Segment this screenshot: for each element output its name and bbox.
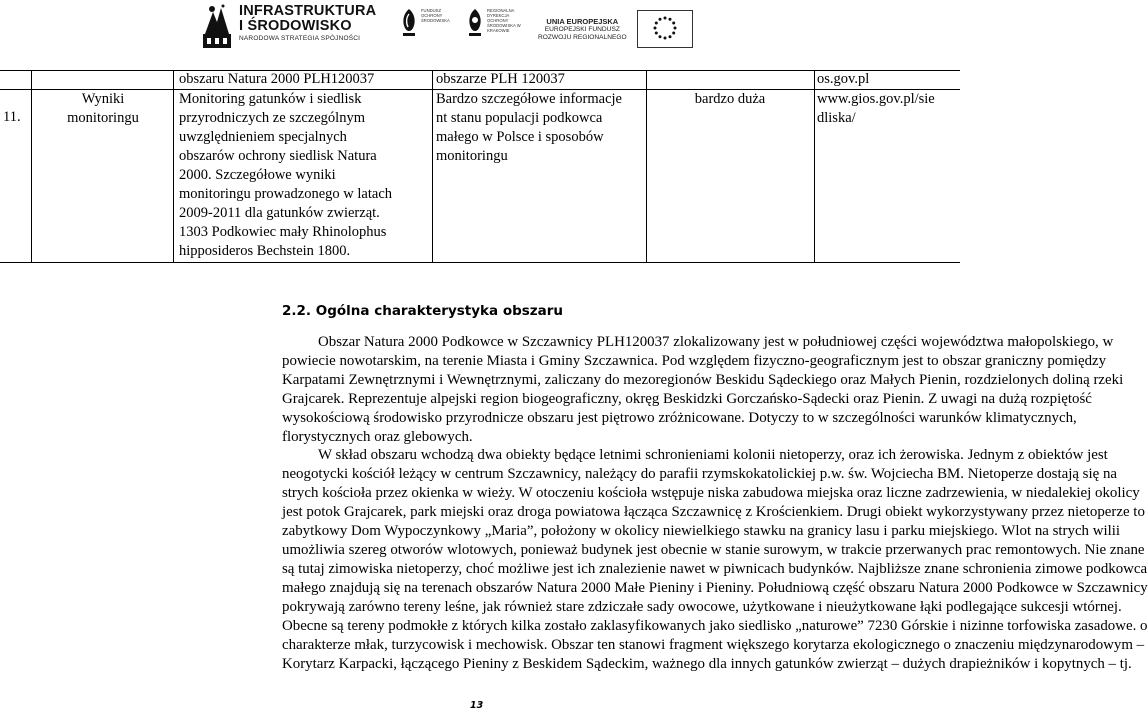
usefulness-line: nt stanu populacji podkowca: [436, 110, 603, 126]
source-cell: [817, 90, 960, 128]
rdos-logo: [466, 8, 527, 38]
table-top-cell: obszarze PLH 120037: [436, 71, 565, 87]
paragraph-line: strych kościoła przez okienka w wieży. W otoczeniu kościoła wstępuje niska zabudowa miejska oraz liczne zadrzewienia, w niedalekiej okolicy: [282, 485, 1140, 501]
description-line: Monitoring gatunków i siedlisk: [179, 91, 362, 107]
table-col-divider: [173, 70, 174, 263]
eu-logo: [538, 10, 693, 48]
paragraph-line: powiecie nowotarskim, na terenie Miasta i Gminy Szczawnica. Pod względem fizyczno-geograficznym jest to obszar graniczny pomiędzy: [282, 353, 1107, 369]
table-bottom-border: [0, 262, 960, 263]
rating-cell: bardzo duża: [694, 91, 766, 107]
description-line: monitoringu prowadzonego w latach: [179, 186, 393, 202]
infrastruktura-emblem-icon: [203, 4, 231, 48]
usefulness-cell: [436, 90, 646, 166]
infrastruktura-line3: NARODOWA STRATEGIA SPÓJNOŚCI: [239, 35, 361, 42]
wfos-emblem-icon: [400, 8, 418, 38]
usefulness-line: Bardzo szczegółowe informacje: [436, 91, 622, 107]
paragraph-line: są tutaj zimowiska nietoperzy, choć możliwe jest ich znalezienie nawet w piwnicach budynków. Najbliższe znane schronienia zimowe podkowca: [282, 561, 1148, 577]
eu-line2: EUROPEJSKI FUNDUSZ: [544, 25, 620, 33]
wfos-logo: [400, 8, 461, 38]
table-top-cell: obszaru Natura 2000 PLH120037: [179, 71, 375, 87]
table-top-cell: os.gov.pl: [817, 71, 870, 87]
eu-flag-icon: [637, 10, 693, 48]
wfos-text: FUNDUSZ OCHRONY ŚRODOWISKA: [421, 8, 450, 23]
description-line: obszarów ochrony siedlisk Natura: [179, 148, 377, 164]
paragraph-line: małego znajdują się na terenach obszarów Natura 2000 Małe Pieniny i Pieniny. Południową część obszaru Natura 2000 Podkowce w Szczawnicy: [282, 580, 1148, 596]
paragraph-line: Korytarz Karpacki, łączącego Pieniny z Beskidem Sądeckim, ważnego dla innych gatunków zwierząt – dużych drapieżników i kopytnych – tj.: [282, 656, 1132, 672]
paragraph-line: Obecne są tereny podmokłe z których kilka zostało zaklasyfikowanych jako siedlisko „naturowe” 7230 Górskie i nizinne torfowiska zasadowe. o: [282, 618, 1148, 634]
logo-bar: [0, 0, 960, 58]
paragraph-line: W skład obszaru wchodzą dwa obiekty będące letnimi schronieniami kolonii nietoperzy, oraz ich żerowiska. Jednym z obiektów jest: [318, 447, 1108, 463]
paragraph-line: zabytkowy Dom Wypoczynkowy „Maria”, położony w okolicy niewielkiego stawku na granicy lasu i parku miejskiego. Wlot na strych wilii: [282, 523, 1121, 539]
eu-line1: UNIA EUROPEJSKA: [546, 16, 619, 26]
table-col-divider: [814, 70, 815, 263]
source-line: dliska/: [817, 110, 856, 126]
page-number: 13: [470, 700, 484, 711]
infrastruktura-logo: [203, 4, 376, 52]
usefulness-line: monitoringu: [436, 148, 508, 164]
description-line: 2000. Szczegółowe wyniki: [179, 167, 336, 183]
category-line: monitoringu: [67, 110, 139, 126]
paragraph-line: Grajcarek. Reprezentuje alpejski region biogeograficzny, okręg Beskidzki Gorczańsko-Sądecki oraz Pienin. Z uwagi na dużą rozpiętość: [282, 391, 1092, 407]
paragraph-line: charakterze młak, turzycowisk i mechowisk. Obszar ten stanowi fragment większego korytarza ekologicznego o znaczeniu międzynarodowym –: [282, 637, 1145, 653]
rdos-text: REGIONALNA DYREKCJA OCHRONY ŚRODOWISKA W KRAKOWIE: [487, 8, 521, 33]
description-line: hipposideros Bechstein 1800.: [179, 243, 351, 259]
description-line: 2009-2011 dla gatunków zwierząt.: [179, 205, 380, 221]
description-line: uwzględnieniem specjalnych: [179, 129, 347, 145]
category-cell: [34, 90, 172, 128]
paragraph-line: florystycznych oraz glebowych.: [282, 429, 473, 445]
paragraph-line: pokrywają zarówno tereny leśne, jak również stare zdziczałe sady owocowe, użytkowane i nieużytkowane łąki podlegające sukcesji wtórnej.: [282, 599, 1122, 615]
table-col-divider: [31, 70, 32, 263]
infrastruktura-line2: I ŚRODOWISKO: [239, 18, 352, 34]
paragraph-line: wysokościową środowisko przyrodnicze obszaru jest piętrowo zróżnicowane. Dotyczy to w szczególności warunków klimatycznych,: [282, 410, 1077, 426]
paragraph-line: umożliwia szereg otworów wlotowych, ponieważ budynek jest obecnie w stanie surowym, w trakcie przerwanych prac remontowych. Nie znane: [282, 542, 1145, 558]
description-line: 1303 Podkowiec mały Rhinolophus: [179, 224, 387, 240]
table-col-divider: [432, 70, 433, 263]
paragraph-line: jest potok Grajcarek, park miejski oraz droga powiatowa łącząca Szczawnicę z Krościenkiem. Drugi obiekt wykorzystywany przez nietoperze to: [282, 504, 1145, 520]
usefulness-line: małego w Polsce i sposobów: [436, 129, 604, 145]
row-number: 11.: [3, 109, 21, 125]
paragraph-line: neogotycki kościół leżący w centrum Szczawnicy, należący do parafii rzymskokatolickiej p.w. św. Wojciecha BM. Nietoperze dostają się na: [282, 466, 1117, 482]
description-line: przyrodniczych ze szczególnym: [179, 110, 365, 126]
eu-line3: ROZWOJU REGIONALNEGO: [538, 33, 627, 41]
section-heading: 2.2. Ogólna charakterystyka obszaru: [282, 303, 564, 319]
paragraph-line: Karpatami Zewnętrznymi i Wewnętrznymi, zaliczany do mezoregionów Beskidu Sądeckiego oraz Małych Pienin, rozdzielonych doliną rzeki: [282, 372, 1124, 388]
category-line: Wyniki: [81, 91, 125, 107]
infrastruktura-line1: INFRASTRUKTURA: [239, 3, 377, 19]
rdos-emblem-icon: [466, 8, 484, 38]
paragraph-line: Obszar Natura 2000 Podkowce w Szczawnicy PLH120037 zlokalizowany jest w południowej części województwa małopolskiego, w: [318, 334, 1114, 350]
source-line: www.gios.gov.pl/sie: [817, 91, 935, 107]
description-cell: [179, 90, 431, 261]
